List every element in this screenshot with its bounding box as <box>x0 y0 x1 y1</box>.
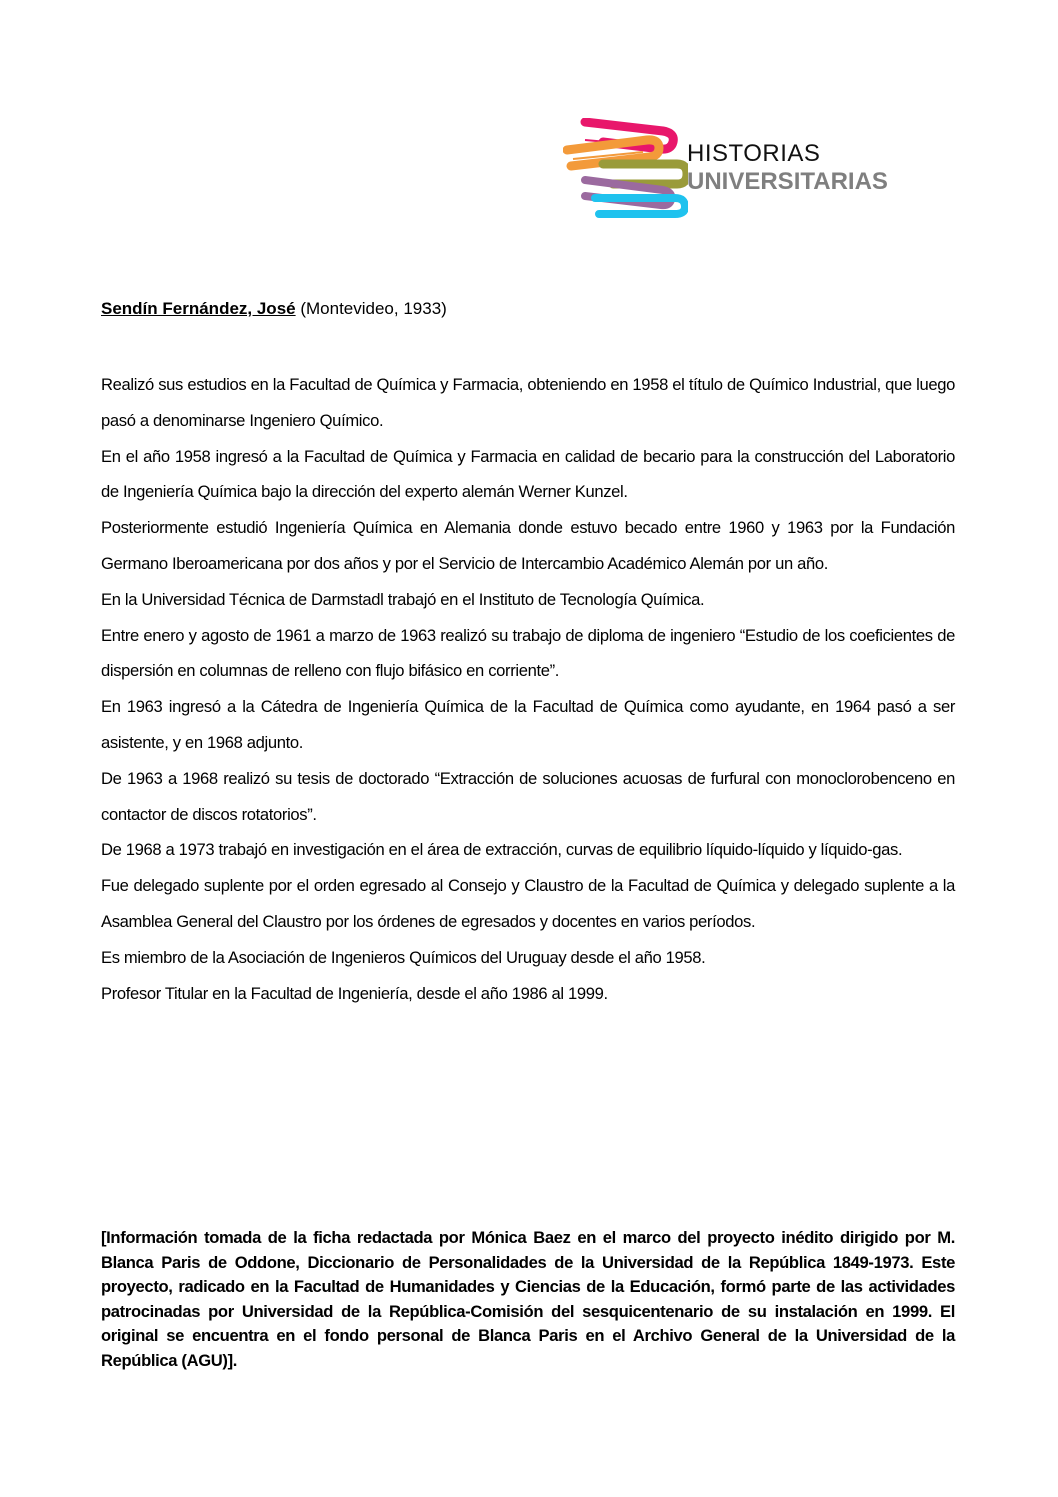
biography-paragraph: De 1963 a 1968 realizó su tesis de doctorado “Extracción de soluciones acuosas de furfural con monoclorobenceno en contactor de discos rotatorios”. <box>101 768 955 824</box>
biography-paragraph: De 1968 a 1973 trabajó en investigación en el área de extracción, curvas de equilibrio líquido-líquido y líquido-gas. <box>101 840 903 860</box>
biography-paragraph: En 1963 ingresó a la Cátedra de Ingeniería Química de la Facultad de Química como ayudante, en 1964 pasó a ser asistente, y en 1968 adjunto. <box>101 697 955 752</box>
person-name: Sendín Fernández, José <box>101 299 296 318</box>
biography-paragraph: Realizó sus estudios en la Facultad de Química y Farmacia, obteniendo en 1958 el título de Químico Industrial, que luego pasó a denominarse Ingeniero Químico. <box>101 375 955 430</box>
logo-text-historias: HISTORIAS <box>687 140 821 167</box>
logo-text-universitarias: UNIVERSITARIAS <box>687 168 888 195</box>
stacked-books-icon <box>563 118 688 218</box>
historias-universitarias-logo <box>563 118 943 218</box>
source-footnote <box>101 1226 955 1373</box>
biography-paragraph: Es miembro de la Asociación de Ingenieros Químicos del Uruguay desde el año 1958. <box>101 947 706 967</box>
birth-details: (Montevideo, 1933) <box>295 299 447 318</box>
biography-heading <box>101 297 955 321</box>
biography-paragraph: En el año 1958 ingresó a la Facultad de Química y Farmacia en calidad de becario para la construcción del Laboratorio de Ingeniería Química bajo la dirección del experto alemán Werner Kunzel. <box>101 446 955 502</box>
biography-paragraph: En la Universidad Técnica de Darmstadl trabajó en el Instituto de Tecnología Química. <box>101 589 705 609</box>
biography-paragraph: Fue delegado suplente por el orden egresado al Consejo y Claustro de la Facultad de Química y delegado suplente a la Asamblea General del Claustro por los órdenes de egresados y docentes en varios períodos. <box>101 876 955 931</box>
biography-paragraph: Posteriormente estudió Ingeniería Química en Alemania donde estuvo becado entre 1960 y 1963 por la Fundación Germano Iberoamericana por dos años y por el Servicio de Intercambio Académico Alemán por un año. <box>101 518 955 573</box>
biography-paragraph: Profesor Titular en la Facultad de Ingeniería, desde el año 1986 al 1999. <box>101 983 608 1003</box>
footnote-text: [Información tomada de la ficha redactada por Mónica Baez en el marco del proyecto inédito dirigido por M. Blanca Paris de Oddone, Diccionario de Personalidades de la Universidad de la República 1849-1973. Este proyecto, radicado en la Facultad de Humanidades y Ciencias de la Educación, formó parte de las actividades patrocinadas por Universidad de la República-Comisión del sesquicentenario de su instalación en 1999. El original se encuentra en el fondo personal de Blanca Paris en el Archivo General de la Universidad de la República (AGU)]. <box>101 1228 955 1370</box>
biography-paragraph: Entre enero y agosto de 1961 a marzo de 1963 realizó su trabajo de diploma de ingeniero “Estudio de los coeficientes de dispersión en columnas de relleno con flujo bifásico en corriente”. <box>101 625 955 681</box>
biography-body <box>101 367 955 1011</box>
